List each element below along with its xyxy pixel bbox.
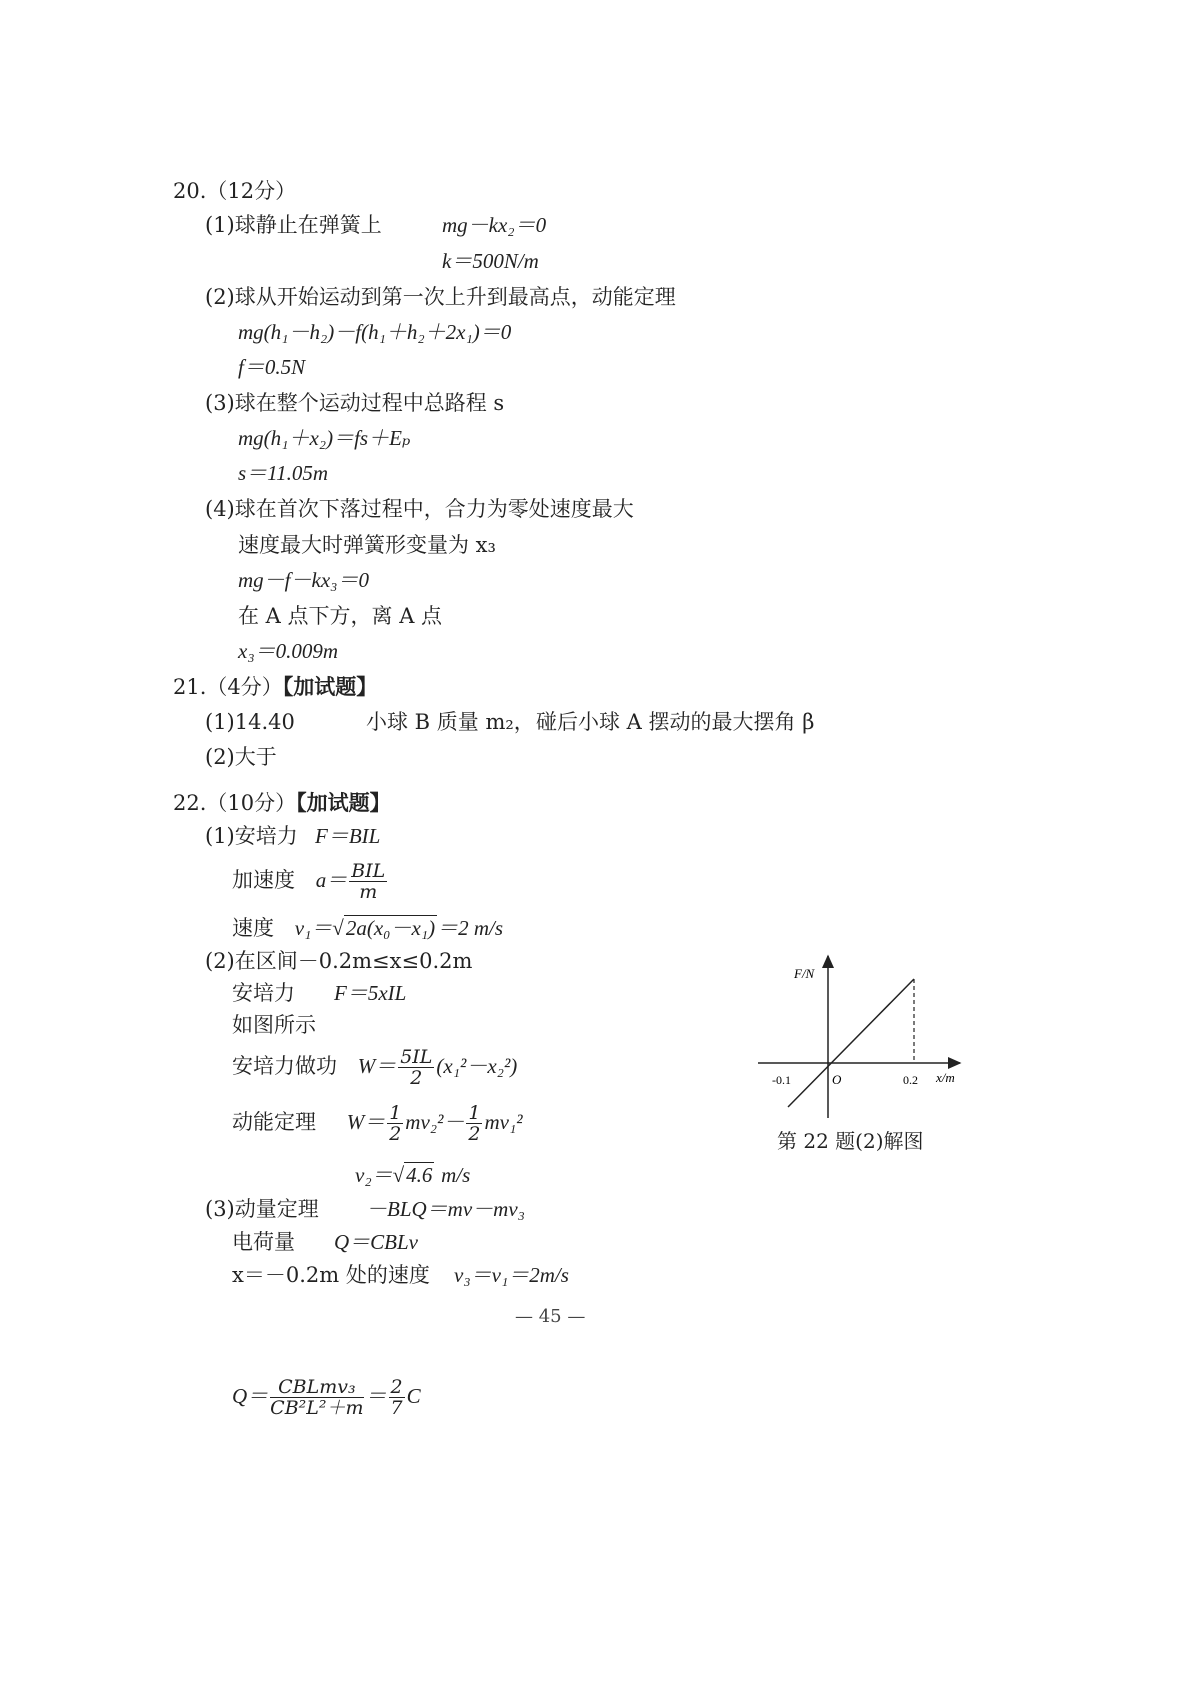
q22-p2-fig-ref: 如图所示 [232, 1013, 316, 1037]
q22-p1-vel-rhs: ＝2 m/s [437, 916, 504, 940]
q22-p2-work-label: 安培力做功 [232, 1054, 337, 1078]
q20-p3-eq2: s＝11.05m [238, 461, 329, 485]
q22-p2-ke-f1-num: 1 [389, 1102, 402, 1124]
q22-p3-charge-label: 电荷量 [232, 1230, 295, 1254]
q22-p2-ke-f2-num: 1 [468, 1102, 481, 1124]
q22-p2-work-lhs: W＝ [357, 1054, 397, 1078]
q22-p2-work-frac [398, 1047, 434, 1088]
q20-p1-label: (1)球静止在弹簧上 [205, 213, 382, 237]
q20-p4-text1: 速度最大时弹簧形变量为 x₃ [238, 533, 496, 557]
q22-p2-ke-f1-den: 2 [389, 1123, 402, 1145]
q22-p2-v2-lhs: v₂＝√ [355, 1163, 405, 1187]
q22-p3-q-lhs: Q＝ [232, 1384, 269, 1408]
q22-p1-vel-lhs: v₁＝√ [294, 916, 344, 940]
q20-p2-label: (2)球从开始运动到第一次上升到最高点，动能定理 [205, 285, 676, 309]
q22-p1-acc-row [232, 858, 389, 902]
q22-p2-ke-frac2 [466, 1103, 482, 1144]
q22-p3-speed-label: x＝－0.2m 处的速度 [232, 1263, 430, 1287]
q20-p3-label: (3)球在整个运动过程中总路程 s [205, 391, 505, 415]
q22-p2-ke-row [232, 1100, 523, 1144]
q22-p1-acc-num: BIL [351, 860, 386, 882]
q21-p1-value: (1)14.40 [205, 710, 295, 734]
q21-title-prefix: 21.（4分） [173, 675, 283, 699]
q21-title [173, 674, 377, 700]
q22-p2-force-eq: F＝5xIL [334, 981, 407, 1005]
q22-p3-q-den: CB²L²＋m [270, 1397, 364, 1419]
q22-p1-acc-lhs: a＝ [315, 868, 348, 892]
figure-caption: 第 22 题(2)解图 [777, 1129, 924, 1153]
q22-title-prefix: 22.（10分） [173, 791, 297, 815]
x-tick-left: -0.1 [772, 1073, 791, 1087]
q22-p2-work-num: 5IL [400, 1046, 433, 1068]
q20-p4-eq1: mg－f－kx₃＝0 [238, 568, 369, 592]
q22-title-tag: 【加试题】 [296, 790, 391, 815]
q20-p2-eq1: mg(h₁－h₂)－f(h₁＋h₂＋2x₁)＝0 [238, 320, 512, 344]
q22-p3-q-unit: C [406, 1384, 421, 1408]
q22-p1-label: (1)安培力 [205, 824, 298, 848]
q20-title: 20.（12分） [173, 179, 297, 203]
x-axis-label: x/m [936, 1070, 955, 1085]
q22-p2-ke-frac1 [387, 1103, 403, 1144]
q22-p2-v2-row [355, 1162, 470, 1188]
q21-p2: (2)大于 [205, 745, 277, 769]
q22-p2-ke-label: 动能定理 [232, 1110, 316, 1134]
q20-p1-eq1: mg－kx₂＝0 [442, 213, 547, 237]
q20-p4-eq2: x₃＝0.009m [238, 639, 339, 663]
q22-p2-ke-mid: mv₂²－ [405, 1110, 465, 1134]
q22-p1-acc-label: 加速度 [232, 868, 295, 892]
q22-p3-q-eq: ＝ [365, 1384, 387, 1408]
x-tick-right: 0.2 [903, 1073, 918, 1087]
force-line [788, 979, 914, 1107]
q22-p2-work-row [232, 1044, 517, 1088]
q22-p2-ke-lhs: W＝ [346, 1110, 386, 1134]
q22-p3-speed-eq: v₃＝v₁＝2m/s [454, 1263, 569, 1287]
q22-title [173, 790, 391, 816]
q21-title-tag: 【加试题】 [282, 674, 378, 699]
q22-p3-q-res-frac [389, 1377, 405, 1418]
q22-p3-q-res-den: 7 [390, 1397, 403, 1419]
q20-p3-eq1: mg(h₁＋x₂)＝fs＋Eₚ [238, 426, 411, 450]
q22-p3-eq1: －BLQ＝mv－mv₃ [366, 1197, 525, 1221]
q22-p2-v2-rad: 4.6 [406, 1163, 433, 1187]
q20-p4-label: (4)球在首次下落过程中，合力为零处速度最大 [205, 497, 634, 521]
q22-p2-v2-unit: m/s [441, 1163, 471, 1187]
force-displacement-graph [752, 950, 982, 1140]
page-number: — 45 — [515, 1306, 586, 1327]
q22-p2-force-label: 安培力 [232, 981, 295, 1005]
q22-p1-vel-rad: 2a(x₀－x₁) [345, 916, 436, 940]
q20-p2-eq2: f＝0.5N [238, 355, 306, 379]
q22-p1-eq1: F＝BIL [315, 824, 381, 848]
origin-label: O [832, 1072, 842, 1087]
q22-p3-q-row [232, 1372, 421, 1420]
q22-p3-label: (3)动量定理 [205, 1197, 319, 1221]
q22-p1-vel-row [232, 915, 503, 941]
q22-p3-q-frac [270, 1377, 363, 1418]
y-axis-label: F/N [794, 966, 815, 981]
q22-p1-acc-den: m [359, 881, 378, 903]
q22-p2-ke-end: mv₁² [484, 1110, 523, 1134]
q22-p3-q-res-num: 2 [390, 1376, 403, 1398]
q22-p2-ke-f2-den: 2 [468, 1123, 481, 1145]
q20-p1-eq2: k＝500N/m [442, 249, 539, 273]
q22-p1-acc-frac [349, 861, 387, 902]
q21-p1-item2: 小球 B 质量 m₂， [366, 710, 535, 734]
q22-p2-work-den: 2 [410, 1067, 423, 1089]
q22-p3-q-num: CBLmv₃ [270, 1377, 363, 1398]
q22-p2-work-rhs: (x₁²－x₂²) [436, 1054, 518, 1078]
q20-p4-text2: 在 A 点下方，离 A 点 [238, 604, 443, 628]
q21-p1-item3: 碰后小球 A 摆动的最大摆角 β [536, 710, 815, 734]
q22-p1-vel-label: 速度 [232, 916, 274, 940]
q22-p2-label: (2)在区间－0.2m≤x≤0.2m [205, 949, 473, 973]
q22-p3-charge-eq: Q＝CBLv [334, 1230, 418, 1254]
